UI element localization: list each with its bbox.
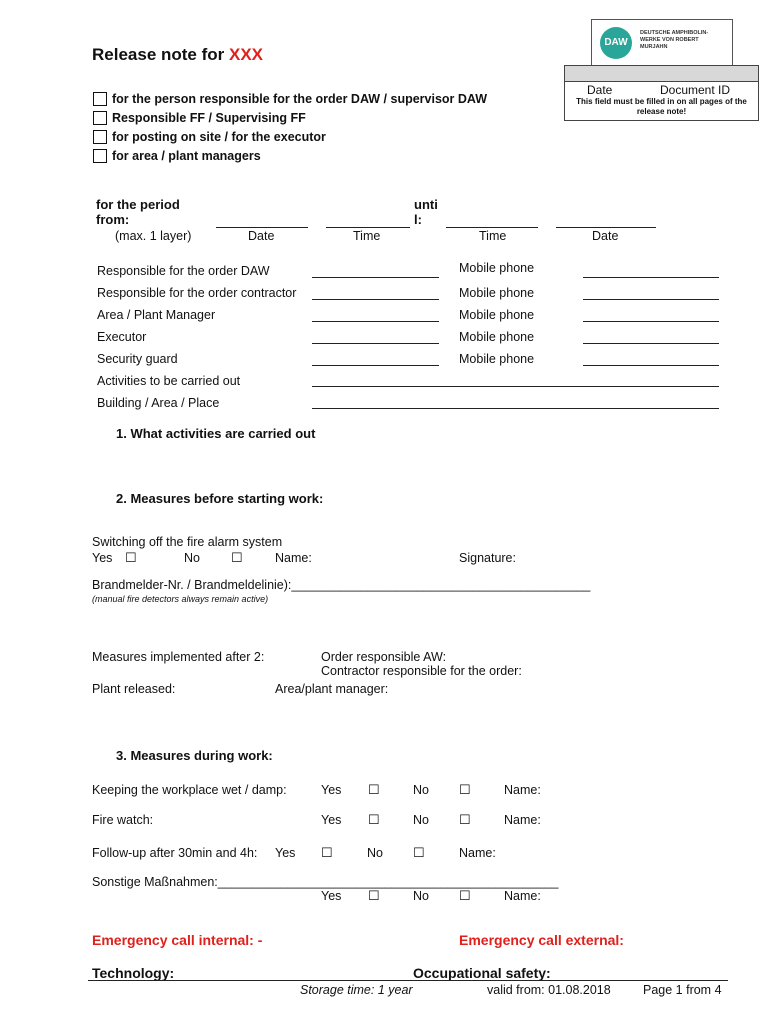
- fire-watch-label: Fire watch:: [92, 813, 154, 827]
- order-responsible-label: Order responsible AW:: [321, 650, 447, 664]
- period-until-label-2: l:: [414, 212, 422, 227]
- implemented-label: Measures implemented after 2:: [92, 650, 265, 664]
- valid-from: valid from: 01.08.2018: [487, 983, 611, 997]
- name-label: Name:: [504, 889, 541, 903]
- yes-label: Yes: [275, 846, 296, 860]
- contact-field[interactable]: [312, 365, 439, 366]
- recipient-checkbox[interactable]: [93, 111, 107, 125]
- emergency-external: Emergency call external:: [459, 932, 624, 948]
- yes-label: Yes: [92, 551, 113, 565]
- from-time-field[interactable]: [326, 227, 410, 228]
- period-from-label-2: from:: [96, 212, 130, 227]
- contact-field[interactable]: [312, 277, 439, 278]
- until-date-field[interactable]: [556, 227, 656, 228]
- mobile-field[interactable]: [583, 299, 719, 300]
- recipient-label: Responsible FF / Supervising FF: [112, 111, 306, 125]
- contact-label: Responsible for the order contractor: [97, 286, 297, 300]
- name-label: Name:: [504, 813, 541, 827]
- no-checkbox[interactable]: ☐: [459, 782, 471, 797]
- footer-rule: [88, 980, 728, 981]
- until-time-caption: Time: [479, 229, 507, 243]
- building-field[interactable]: [312, 408, 719, 409]
- section-1-heading: 1. What activities are carried out: [116, 426, 316, 441]
- wet-label: Keeping the workplace wet / damp:: [92, 783, 287, 797]
- area-manager-label: Area/plant manager:: [275, 682, 389, 696]
- period-until-label: unti: [414, 197, 438, 212]
- recipient-checkbox[interactable]: [93, 130, 107, 144]
- recipient-label: for area / plant managers: [112, 149, 261, 163]
- title-highlight: XXX: [229, 45, 264, 64]
- mobile-label: Mobile phone: [459, 308, 535, 322]
- mobile-field[interactable]: [583, 343, 719, 344]
- contact-field[interactable]: [312, 321, 439, 322]
- contact-label: Activities to be carried out: [97, 374, 241, 388]
- no-checkbox[interactable]: ☐: [413, 845, 425, 860]
- mobile-label: Mobile phone: [459, 330, 535, 344]
- no-label: No: [413, 889, 429, 903]
- page-number: Page 1 from 4: [643, 983, 722, 997]
- yes-label: Yes: [321, 889, 342, 903]
- yes-checkbox[interactable]: ☐: [368, 782, 380, 797]
- contact-field[interactable]: [312, 343, 439, 344]
- from-date-caption: Date: [248, 229, 275, 243]
- no-label: No: [367, 846, 383, 860]
- no-checkbox[interactable]: ☐: [231, 550, 243, 565]
- signature-label: Signature:: [459, 551, 516, 565]
- company-logo: [591, 19, 733, 67]
- name-label: Name:: [504, 783, 541, 797]
- contractor-responsible-label: Contractor responsible for the order:: [321, 664, 522, 678]
- detector-note: (manual fire detectors always remain active): [92, 594, 269, 604]
- from-date-field[interactable]: [216, 227, 308, 228]
- yes-label: Yes: [321, 813, 342, 827]
- no-checkbox[interactable]: ☐: [459, 888, 471, 903]
- switching-label: Switching off the fire alarm system: [92, 535, 283, 549]
- no-label: No: [184, 551, 200, 565]
- logo-name: DEUTSCHE AMPHIBOLIN-WERKE VON ROBERT MURJAHN: [640, 30, 709, 50]
- activities-field[interactable]: [312, 386, 719, 387]
- technology-label: Technology:: [92, 965, 175, 981]
- section-2-heading: 2. Measures before starting work:: [116, 491, 324, 506]
- period-from-label: for the period: [96, 197, 180, 212]
- recipient-label: for the person responsible for the order DAW / supervisor DAW: [112, 92, 488, 106]
- name-label: Name:: [459, 846, 496, 860]
- mobile-field[interactable]: [583, 277, 719, 278]
- mobile-label: Mobile phone: [459, 352, 535, 366]
- id-date-label: Date: [587, 83, 613, 97]
- id-box-header: [565, 66, 758, 82]
- contact-label: Security guard: [97, 352, 178, 366]
- mobile-field[interactable]: [583, 365, 719, 366]
- recipient-checkbox[interactable]: [93, 92, 107, 106]
- mobile-label: Mobile phone: [459, 286, 535, 300]
- occupational-safety-label: Occupational safety:: [413, 965, 551, 981]
- no-label: No: [413, 813, 429, 827]
- section-3-heading: 3. Measures during work:: [116, 748, 273, 763]
- storage-time: Storage time: 1 year: [300, 983, 413, 997]
- contact-label: Responsible for the order DAW: [97, 264, 270, 278]
- recipient-label: for posting on site / for the executor: [112, 130, 326, 144]
- other-measures-field[interactable]: Sonstige Maßnahmen:_________________________________________________: [92, 875, 559, 889]
- plant-released-label: Plant released:: [92, 682, 176, 696]
- logo-mark: DAW: [600, 27, 632, 59]
- emergency-internal: Emergency call internal: -: [92, 932, 263, 948]
- until-time-field[interactable]: [446, 227, 538, 228]
- contact-label: Building / Area / Place: [97, 396, 220, 410]
- yes-checkbox[interactable]: ☐: [368, 888, 380, 903]
- contact-label: Executor: [97, 330, 147, 344]
- yes-label: Yes: [321, 783, 342, 797]
- no-label: No: [413, 783, 429, 797]
- detector-field[interactable]: Brandmelder-Nr. / Brandmeldelinie):___________________________________________: [92, 578, 591, 592]
- document-id-box: [564, 65, 759, 121]
- id-docid-label: Document ID: [660, 83, 731, 97]
- page-title: [92, 45, 263, 65]
- yes-checkbox[interactable]: ☐: [368, 812, 380, 827]
- name-label: Name:: [275, 551, 312, 565]
- title-prefix: Release note for: [92, 45, 229, 64]
- yes-checkbox[interactable]: ☐: [125, 550, 137, 565]
- until-date-caption: Date: [592, 229, 619, 243]
- contact-label: Area / Plant Manager: [97, 308, 216, 322]
- no-checkbox[interactable]: ☐: [459, 812, 471, 827]
- mobile-field[interactable]: [583, 321, 719, 322]
- recipient-checkbox[interactable]: [93, 149, 107, 163]
- yes-checkbox[interactable]: ☐: [321, 845, 333, 860]
- mobile-label: Mobile phone: [459, 261, 535, 275]
- max-layer-note: (max. 1 layer): [115, 229, 192, 243]
- from-time-caption: Time: [353, 229, 381, 243]
- follow-up-label: Follow-up after 30min and 4h:: [92, 846, 258, 860]
- id-note: This field must be filled in on all pages of the release note!: [576, 97, 747, 116]
- contact-field[interactable]: [312, 299, 439, 300]
